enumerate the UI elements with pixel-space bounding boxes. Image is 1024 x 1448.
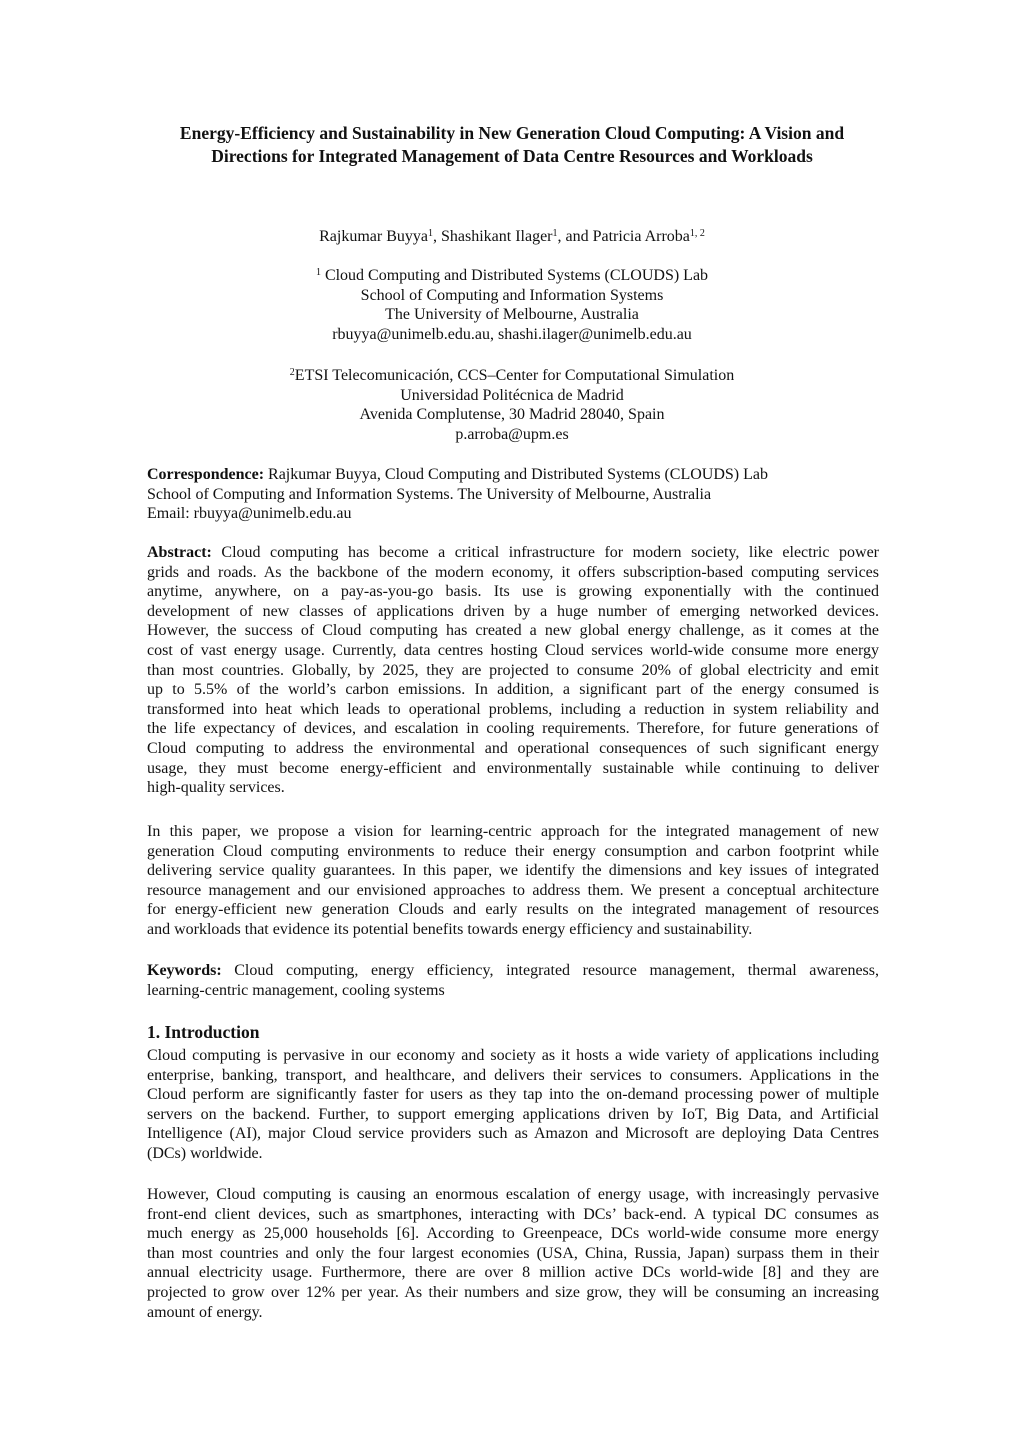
abstract-line: than most countries. Globally, by 2025, they are projected to consume 20% of global electricity and emit xyxy=(147,661,879,679)
abstract-paragraph-2 xyxy=(147,822,879,940)
author-list xyxy=(0,227,1024,247)
abstract-line: the life expectancy of devices, and escalation in cooling requirements. Therefore, for future generations of xyxy=(147,720,879,738)
keywords-block xyxy=(147,961,879,1000)
affiliation-email: rbuyya@unimelb.edu.au, shashi.ilager@unimelb.edu.au xyxy=(332,325,692,343)
title-line: Directions for Integrated Management of Data Centre Resources and Workloads xyxy=(211,146,813,166)
correspondence-block xyxy=(147,465,879,524)
author-affiliation-mark: 1, 2 xyxy=(689,228,705,239)
author-affiliation-mark: 1 xyxy=(427,228,433,239)
paragraph-line: much energy as 25,000 households [6]. According to Greenpeace, DCs world-wide consume more energy xyxy=(147,1225,879,1243)
paragraph-line: Intelligence (AI), major Cloud service providers such as Amazon and Microsoft are deploying Data Centres xyxy=(147,1125,879,1143)
abstract-line: grids and roads. As the backbone of the modern economy, it offers subscription-based computing services xyxy=(147,563,879,581)
abstract-line: up to 5.5% of the world’s carbon emissions. In addition, a significant part of the energy consumed is xyxy=(147,681,879,699)
affiliation-line: Universidad Politécnica de Madrid xyxy=(400,386,624,404)
affiliation-line: ETSI Telecomunicación, CCS–Center for Computational Simulation xyxy=(294,367,735,384)
paragraph-line: projected to grow over 12% per year. As their numbers and size grow, they will be consuming an increasing xyxy=(147,1283,879,1301)
paragraph-line: (DCs) worldwide. xyxy=(147,1144,263,1162)
abstract-line: high-quality services. xyxy=(147,779,285,797)
affiliation-line: Cloud Computing and Distributed Systems (CLOUDS) Lab xyxy=(320,267,709,284)
keywords-label: Keywords: xyxy=(147,962,222,979)
paragraph-line: generation Cloud computing environments to reduce their energy consumption and carbon footprint while xyxy=(147,842,879,860)
affiliation-line: School of Computing and Information Systems xyxy=(360,286,664,304)
abstract-line: Cloud computing to address the environmental and operational consequences of such significant energy xyxy=(147,739,879,757)
affiliation-mark: 1 xyxy=(315,267,321,278)
paragraph-line: Cloud computing is pervasive in our economy and society as it hosts a wide variety of applications including xyxy=(147,1047,879,1064)
abstract-line: cost of vast energy usage. Currently, data centres hosting Cloud services world-wide consume more energy xyxy=(147,641,879,659)
author-name: , Shashikant Ilager xyxy=(432,228,553,245)
paragraph-line: However, Cloud computing is causing an enormous escalation of energy usage, with increasingly pervasive xyxy=(147,1186,879,1203)
correspondence-email: Email: rbuyya@unimelb.edu.au xyxy=(147,505,352,523)
introduction-paragraph-1 xyxy=(147,1046,879,1164)
affiliation-2 xyxy=(0,366,1024,444)
paragraph-line: front-end client devices, such as smartphones, interacting with DCs’ back-end. A typical DC consumes as xyxy=(147,1205,879,1223)
paragraph-line: delivering service quality guarantees. In this paper, we identify the dimensions and key issues of integrated xyxy=(147,862,879,880)
paragraph-line: In this paper, we propose a vision for learning-centric approach for the integrated management of new xyxy=(147,823,879,840)
author-affiliation-mark: 1 xyxy=(552,228,558,239)
abstract-paragraph xyxy=(147,543,879,798)
keywords-text: learning-centric management, cooling systems xyxy=(147,981,445,999)
abstract-line: anytime, anywhere, on a pay-as-you-go basis. Its use is growing exponentially with the continued xyxy=(147,583,879,601)
paragraph-line: Cloud perform are significantly faster for users as they tap into the on-demand processing power of multiple xyxy=(147,1086,879,1104)
affiliation-line: The University of Melbourne, Australia xyxy=(385,306,639,324)
affiliation-mark: 2 xyxy=(289,367,295,378)
affiliation-1 xyxy=(0,266,1024,344)
author-name: , and Patricia Arroba xyxy=(557,228,690,245)
title-line: Energy-Efficiency and Sustainability in New Generation Cloud Computing: A Vision and xyxy=(179,123,845,143)
abstract-label: Abstract: xyxy=(147,544,212,561)
introduction-paragraph-2 xyxy=(147,1185,879,1322)
paragraph-line: annual electricity usage. Furthermore, there are over 8 million active DCs world-wide [8] and they are xyxy=(147,1264,879,1282)
abstract-line: development of new classes of applications driven by a huge number of emerging networked devices. xyxy=(147,602,879,620)
abstract-line: However, the success of Cloud computing has created a new global energy challenge, as it comes at the xyxy=(147,622,879,640)
abstract-line: usage, they must become energy-efficient and environmentally sustainable while continuing to deliver xyxy=(147,759,879,777)
paragraph-line: servers on the backend. Further, to support emerging applications driven by IoT, Big Data, and Artificial xyxy=(147,1105,879,1123)
paper-title xyxy=(110,122,914,168)
correspondence-text: School of Computing and Information Systems. The University of Melbourne, Australia xyxy=(147,485,712,503)
abstract-text: Cloud computing has become a critical infrastructure for modern society, like electric power xyxy=(211,544,879,561)
section-heading-introduction: 1. Introduction xyxy=(147,1022,260,1042)
keywords-text: Cloud computing, energy efficiency, integrated resource management, thermal awareness, xyxy=(221,962,879,979)
affiliation-line: Avenida Complutense, 30 Madrid 28040, Spain xyxy=(359,406,665,424)
paragraph-line: for energy-efficient new generation Clouds and early results on the integrated management of resources xyxy=(147,901,879,919)
abstract-line: transformed into heat which leads to operational problems, including a reduction in system reliability and xyxy=(147,700,879,718)
author-name: Rajkumar Buyya xyxy=(319,228,428,245)
paragraph-line: than most countries and only the four largest economies (USA, China, Russia, Japan) surpass them in their xyxy=(147,1244,879,1262)
correspondence-text: Rajkumar Buyya, Cloud Computing and Distributed Systems (CLOUDS) Lab xyxy=(264,466,768,483)
paragraph-line: enterprise, banking, transport, and healthcare, and delivers their services to consumers. Applications in the xyxy=(147,1066,879,1084)
correspondence-label: Correspondence: xyxy=(147,466,265,483)
paragraph-line: amount of energy. xyxy=(147,1303,263,1321)
affiliation-email: p.arroba@upm.es xyxy=(455,425,569,443)
paragraph-line: and workloads that evidence its potential benefits towards energy efficiency and sustainability. xyxy=(147,920,753,938)
paragraph-line: resource management and our envisioned approaches to address them. We present a conceptual architecture xyxy=(147,881,879,899)
